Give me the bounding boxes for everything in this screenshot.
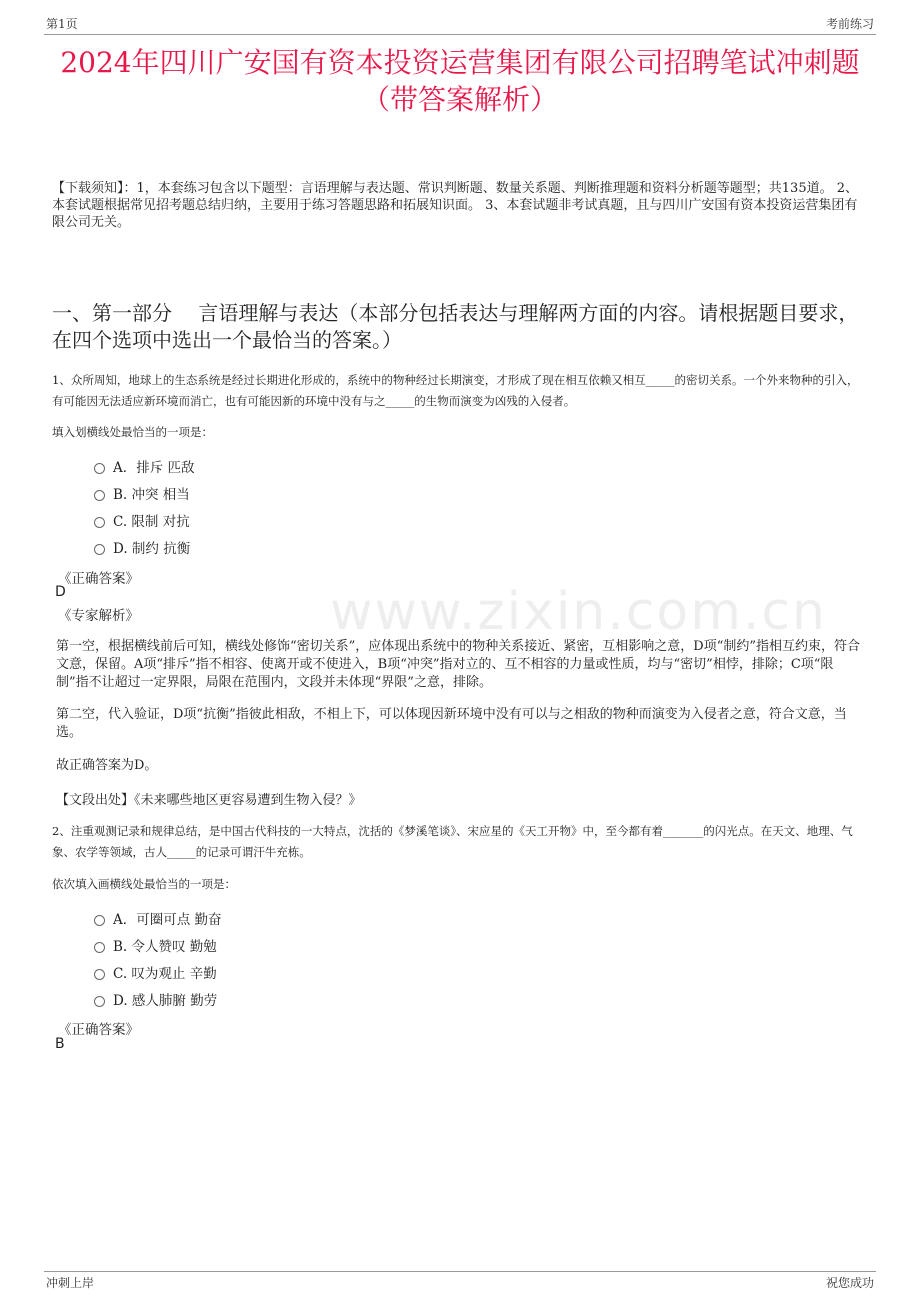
- footer-left: 冲刺上岸: [46, 1276, 95, 1290]
- footer-right: 祝您成功: [825, 1276, 874, 1290]
- answer-label: 《正确答案》: [58, 571, 139, 587]
- question-1-option-c[interactable]: [94, 510, 190, 530]
- page-footer: [44, 1271, 876, 1294]
- answer-value: B: [55, 1036, 65, 1052]
- document-title: 2024年四川广安国有资本投资运营集团有限公司招聘笔试冲刺题（带答案解析）: [60, 46, 860, 116]
- question-2-option-c[interactable]: [94, 962, 217, 982]
- option-label: A．排斥 匹敌: [113, 460, 195, 476]
- watermark: www.zixin.com.cn: [330, 582, 827, 642]
- option-label: B. 令人赞叹 勤勉: [113, 939, 217, 955]
- source-citation: 【文段出处】《未来哪些地区更容易遭到生物入侵？》: [56, 793, 362, 808]
- answer-label: 《正确答案》: [58, 1022, 139, 1038]
- radio-icon[interactable]: [94, 544, 105, 555]
- question-1-option-b[interactable]: [94, 483, 190, 503]
- header-tag: 考前练习: [825, 17, 874, 31]
- question-2-prompt: 依次填入画横线处最恰当的一项是：: [52, 877, 236, 891]
- question-1-option-a[interactable]: [94, 456, 195, 476]
- option-label: C. 限制 对抗: [113, 514, 190, 530]
- question-1-option-d[interactable]: [94, 537, 190, 557]
- option-label: A．可圈可点 勤奋: [113, 912, 222, 928]
- radio-icon[interactable]: [94, 969, 105, 980]
- radio-icon[interactable]: [94, 463, 105, 474]
- section-title: 一、第一部分 言语理解与表达（本部分包括表达与理解两方面的内容。请根据题目要求，在四个选项中选出一个最恰当的答案。）: [52, 301, 859, 352]
- option-label: D. 制约 抗衡: [113, 541, 191, 557]
- analysis-paragraph: 第一空，根据横线前后可知，横线处修饰“密切关系”，应体现出系统中的物种关系接近、紧密，互相影响之意，D项“制约”指相互约束，符合文意，保留。A项“排斥”指不相容、使离开或不使进入，B项“冲突”指对立的、互不相容的力量或性质，均与“密切”相悖，排除；C项“限制”指不让超过一定界限，局限在范围内，文段并未体现“界限”之意，排除。: [56, 639, 861, 690]
- question-1-text: 1、众所周知，地球上的生态系统是经过长期进化形成的，系统中的物种经过长期演变，才形成了现在相互依赖又相互_____的密切关系。一个外来物种的引入，有可能因无法适应新环境而消亡，也有可能因新的环境中没有与之_____的生物而演变为凶残的入侵者。: [52, 373, 859, 408]
- question-2-option-d[interactable]: [94, 989, 217, 1009]
- option-label: C. 叹为观止 辛勤: [113, 966, 217, 982]
- radio-icon[interactable]: [94, 915, 105, 926]
- question-1-prompt: 填入划横线处最恰当的一项是：: [52, 425, 213, 439]
- question-2-text: 2、注重观测记录和规律总结，是中国古代科技的一大特点，沈括的《梦溪笔谈》、宋应星的《天工开物》中，至今都有着_______的闪光点。在天文、地理、气象、农学等领域，古人_____的记录可谓汗牛充栋。: [52, 824, 853, 859]
- answer-value: D: [55, 584, 66, 600]
- option-label: D. 感人肺腑 勤劳: [113, 993, 218, 1009]
- download-notice: 【下载须知】：1，本套练习包含以下题型：言语理解与表达题、常识判断题、数量关系题、判断推理题和资料分析题等题型；共135道。 2、本套试题根据常见招考题总结归纳，主要用于练习答题思路和拓展知识面。 3、本套试题非考试真题，且与四川广安国有资本投资运营集团有限公司无关。: [52, 181, 858, 230]
- analysis-paragraph: 故正确答案为D。: [56, 758, 158, 773]
- question-2-option-a[interactable]: [94, 908, 222, 928]
- radio-icon[interactable]: [94, 996, 105, 1007]
- option-label: B. 冲突 相当: [113, 487, 190, 503]
- page-number: 第1页: [46, 17, 78, 31]
- radio-icon[interactable]: [94, 490, 105, 501]
- radio-icon[interactable]: [94, 517, 105, 528]
- page-header: [44, 14, 876, 35]
- analysis-paragraph: 第二空，代入验证，D项“抗衡”指彼此相敌，不相上下，可以体现因新环境中没有可以与之相敌的物种而演变为入侵者之意，符合文意，当选。: [56, 707, 847, 740]
- question-2-option-b[interactable]: [94, 935, 217, 955]
- analysis-label: 《专家解析》: [58, 608, 139, 624]
- radio-icon[interactable]: [94, 942, 105, 953]
